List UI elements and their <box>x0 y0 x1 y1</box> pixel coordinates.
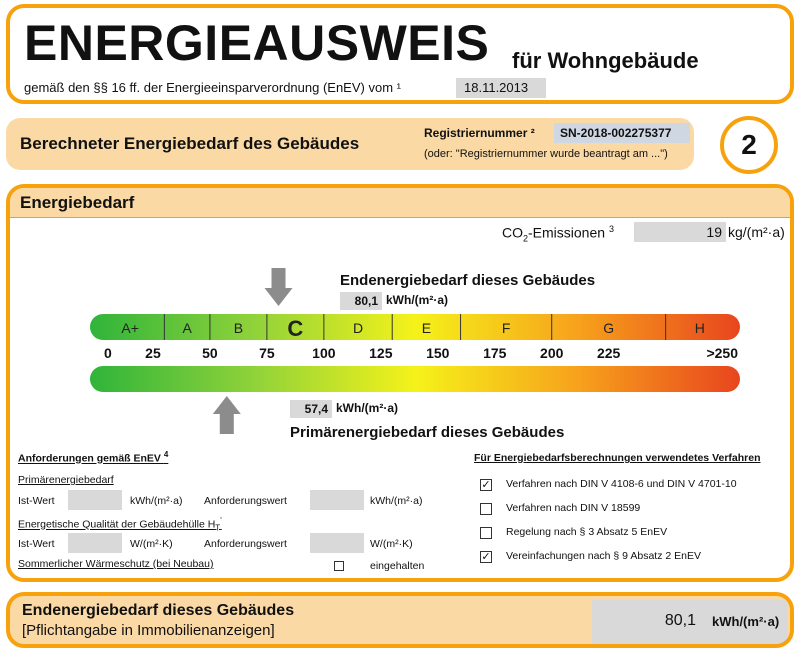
primary-ist-label: Ist-Wert <box>18 495 55 507</box>
envelope-ist-unit: W/(m²·K) <box>130 538 173 550</box>
summer-protection-label: Sommerlicher Wärmeschutz (bei Neubau) <box>18 558 214 570</box>
energy-scale <box>90 312 740 392</box>
header-box <box>6 4 794 104</box>
footer-value: 80,1 <box>664 612 696 629</box>
primary-requirement-heading: Primärenergiebedarf <box>18 474 114 486</box>
tick-label: 200 <box>540 345 564 361</box>
tick-label: 150 <box>426 345 450 361</box>
footer-subtitle: [Pflichtangabe in Immobilienanzeigen] <box>22 622 275 639</box>
legal-reference: gemäß den §§ 16 ff. der Energieeinsparverordnung (EnEV) vom ¹ <box>24 80 401 95</box>
primary-requirement-label: Anforderungswert <box>204 495 287 507</box>
scale-tick-labels <box>104 345 738 361</box>
primary-energy-title: Primärenergiebedarf dieses Gebäudes <box>290 424 565 441</box>
footer-title: Endenergiebedarf dieses Gebäudes <box>22 602 295 619</box>
class-label-f: F <box>501 320 511 336</box>
procedure-label: Regelung nach § 3 Absatz 5 EnEV <box>506 526 668 538</box>
primary-band <box>90 366 740 392</box>
primary-ist-field[interactable] <box>68 490 122 510</box>
section-title: Berechneter Energiebedarf des Gebäudes <box>20 134 360 153</box>
end-energy-unit: kWh/(m²·a) <box>386 293 448 307</box>
requirements-heading <box>18 450 168 465</box>
class-label-b: B <box>233 320 244 336</box>
class-label-g: G <box>603 320 615 336</box>
tick-label: 50 <box>202 345 218 361</box>
registration-number: SN-2018-002275377 <box>554 123 690 143</box>
tick-label: 125 <box>369 345 393 361</box>
tick-label: 25 <box>145 345 161 361</box>
class-label-c: C <box>287 316 304 341</box>
document-subtitle: für Wohngebäude <box>512 48 699 73</box>
primary-energy-unit: kWh/(m²·a) <box>336 401 398 415</box>
primary-energy-value: 57,4 <box>290 400 332 418</box>
end-energy-title: Endenergiebedarf dieses Gebäudes <box>340 272 596 289</box>
summer-protection-checkbox[interactable] <box>334 561 344 571</box>
class-label-aplus: A+ <box>121 320 139 336</box>
envelope-heading-sub: T <box>215 523 221 533</box>
co2-unit: kg/(m²·a) <box>728 224 785 240</box>
end-energy-marker <box>265 268 293 306</box>
co2-value-field: 19 <box>634 222 726 242</box>
procedure-checkbox[interactable]: ✓ <box>481 479 491 491</box>
registration-band <box>6 118 694 170</box>
procedure-checkbox[interactable] <box>480 503 492 515</box>
envelope-requirement-unit: W/(m²·K) <box>370 538 413 550</box>
procedure-checkbox[interactable]: ✓ <box>481 551 491 563</box>
co2-label-sup: 3 <box>608 224 614 234</box>
primary-band-bar <box>90 366 740 392</box>
envelope-requirement-label: Anforderungswert <box>204 538 287 550</box>
envelope-ist-field[interactable] <box>68 533 122 553</box>
envelope-heading <box>18 516 222 533</box>
procedures-heading: Für Energiebedarfsberechnungen verwendetes Verfahren <box>474 452 761 464</box>
procedure-checkbox[interactable] <box>480 527 492 539</box>
energy-demand-box <box>6 184 794 582</box>
primary-requirement-unit: kWh/(m²·a) <box>370 495 423 507</box>
document-title: ENERGIEAUSWEIS <box>24 15 490 71</box>
class-label-d: D <box>352 320 364 336</box>
co2-label-suffix: -Emissionen <box>528 224 606 241</box>
tick-label: 100 <box>312 345 336 361</box>
co2-label-sub: 2 <box>523 233 529 244</box>
requirements-heading-sup: 4 <box>163 450 169 459</box>
class-label-e: E <box>421 320 432 336</box>
primary-energy-marker <box>213 396 241 434</box>
tick-label: 75 <box>259 345 275 361</box>
registration-label: Registriernummer ² <box>424 126 535 140</box>
tick-label: 225 <box>596 345 621 361</box>
page-number-badge: 2 <box>720 116 778 174</box>
procedure-label: Verfahren nach DIN V 18599 <box>506 502 641 514</box>
tick-label: 0 <box>104 345 112 361</box>
envelope-ist-label: Ist-Wert <box>18 538 55 550</box>
tick-label: >250 <box>706 345 738 361</box>
envelope-heading-text: Energetische Qualität der Gebäudehülle H <box>18 518 216 531</box>
procedure-label: Verfahren nach DIN V 4108-6 und DIN V 4701-10 <box>506 478 737 490</box>
footer-box <box>6 592 794 648</box>
tick-label: 175 <box>483 345 507 361</box>
procedure-label: Vereinfachungen nach § 9 Absatz 2 EnEV <box>506 550 701 562</box>
class-band <box>90 314 740 341</box>
end-energy-value: 80,1 <box>340 292 382 310</box>
envelope-requirement-field[interactable] <box>310 533 364 553</box>
requirements-heading-text: Anforderungen gemäß EnEV <box>18 452 161 465</box>
class-label-h: H <box>694 320 705 336</box>
primary-requirement-field[interactable] <box>310 490 364 510</box>
class-label-a: A <box>182 320 192 336</box>
summer-protection-status: eingehalten <box>370 560 425 572</box>
energy-demand-heading: Energiebedarf <box>20 193 135 212</box>
footer-unit: kWh/(m²·a) <box>712 614 780 629</box>
primary-ist-unit: kWh/(m²·a) <box>130 495 183 507</box>
envelope-heading-sup: ' <box>220 516 222 525</box>
energy-demand-header <box>10 188 790 218</box>
co2-label-prefix: CO <box>502 224 523 241</box>
co2-label <box>502 224 614 243</box>
registration-note: (oder: "Registriernummer wurde beantragt am ...") <box>424 148 668 160</box>
enev-date-field: 18.11.2013 <box>456 78 546 98</box>
